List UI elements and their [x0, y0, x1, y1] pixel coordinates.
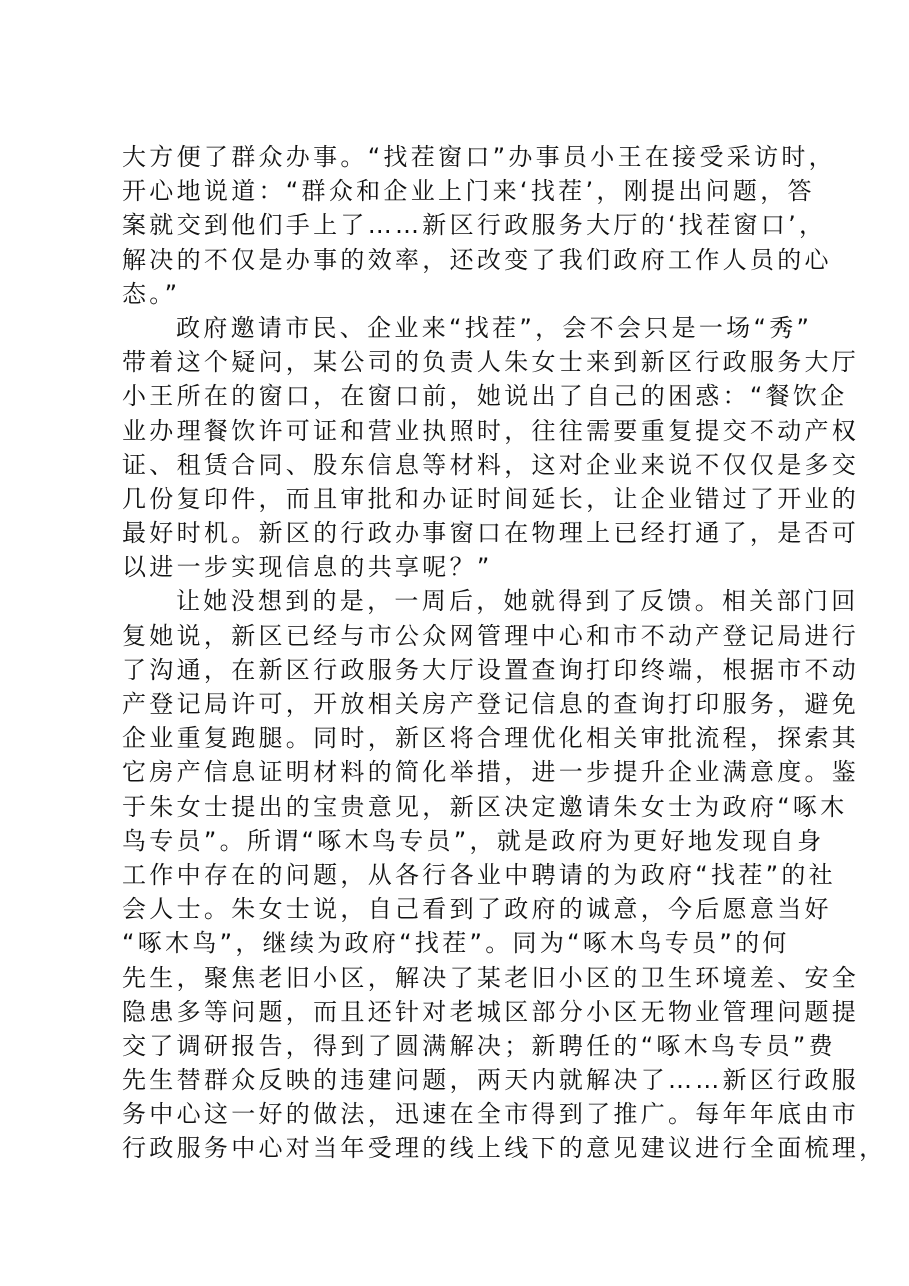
paragraph [122, 311, 860, 585]
text-line: 以进一步实现信息的共享呢？” [122, 553, 493, 582]
text-line: 了沟通，在新区行政服务大厅设置查询打印终端，根据市不动 [122, 655, 860, 684]
text-line: 几份复印件，而且审批和办证时间延长，让企业错过了开业的 [122, 484, 860, 513]
text-line: 开心地说道：“群众和企业上门来‘找茬’，刚提出问题，答 [122, 177, 815, 206]
article-body [122, 140, 887, 1166]
text-line: 工作中存在的问题，从各行各业中聘请的为政府“找茬”的社 [122, 860, 836, 889]
text-line: 隐患多等问题，而且还针对老城区部分小区无物业管理问题提 [122, 997, 860, 1026]
text-line: “啄木鸟”，继续为政府“找茬”。同为“啄木鸟专员”的何 [122, 929, 790, 958]
text-line: 带着这个疑问，某公司的负责人朱女士来到新区行政服务大厅 [122, 348, 860, 377]
text-line: 于朱女士提出的宝贵意见，新区决定邀请朱女士为政府“啄木 [122, 792, 848, 821]
text-line: 行政服务中心对当年受理的线上线下的意见建议进行全面梳理， [122, 1134, 887, 1163]
text-line: 鸟专员”。所谓“啄木鸟专员”，就是政府为更好地发现自身 [122, 826, 825, 855]
text-line: 证、租赁合同、股东信息等材料，这对企业来说不仅仅是多交 [122, 450, 860, 479]
text-line: 复她说，新区已经与市公众网管理中心和市不动产登记局进行 [122, 621, 860, 650]
text-line: 业办理餐饮许可证和营业执照时，往往需要重复提交不动产权 [122, 416, 860, 445]
text-line: 最好时机。新区的行政办事窗口在物理上已经打通了，是否可 [122, 519, 860, 548]
text-line: 先生替群众反映的违建问题，两天内就解决了……新区行政服 [122, 1066, 860, 1095]
text-line: 让她没想到的是，一周后，她就得到了反馈。相关部门回 [176, 587, 859, 616]
text-line: 态。” [122, 279, 181, 308]
text-line: 案就交到他们手上了……新区行政服务大厅的‘找茬窗口’， [122, 211, 827, 240]
paragraph [122, 584, 887, 1165]
text-line: 会人士。朱女士说，自己看到了政府的诚意，今后愿意当好 [122, 895, 832, 924]
text-line: 交了调研报告，得到了圆满解决；新聘任的“啄木鸟专员”费 [122, 1031, 836, 1060]
text-line: 先生，聚焦老旧小区，解决了某老旧小区的卫生环境差、安全 [122, 963, 860, 992]
text-line: 小王所在的窗口，在窗口前，她说出了自己的困惑：“餐饮企 [122, 382, 848, 411]
text-line: 大方便了群众办事。“找茬窗口”办事员小王在接受采访时， [122, 143, 836, 171]
paragraph [122, 140, 836, 311]
text-line: 解决的不仅是办事的效率，还改变了我们政府工作人员的心 [122, 245, 832, 274]
text-line: 政府邀请市民、企业来“找茬”，会不会只是一场“秀” [176, 313, 813, 342]
text-line: 产登记局许可，开放相关房产登记信息的查询打印服务，避免 [122, 690, 860, 718]
text-line: 务中心这一好的做法，迅速在全市得到了推广。每年年底由市 [122, 1100, 860, 1129]
text-line: 企业重复跑腿。同时，新区将合理优化相关审批流程，探索其 [122, 724, 860, 753]
text-line: 它房产信息证明材料的简化举措，进一步提升企业满意度。鉴 [122, 758, 860, 787]
